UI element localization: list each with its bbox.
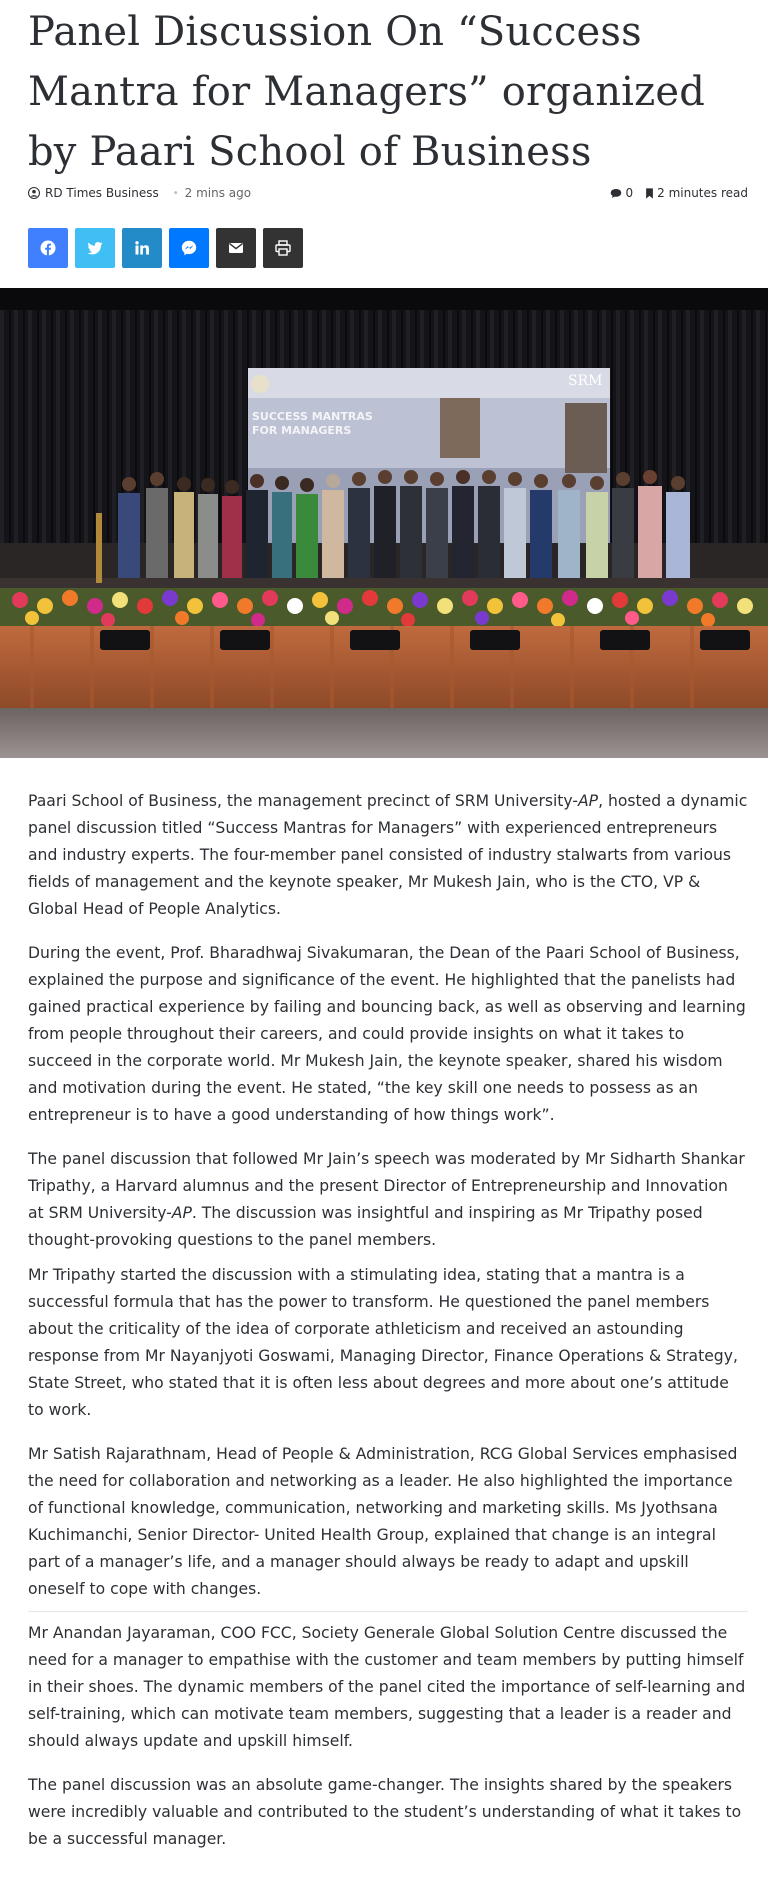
lamp-stand [96,513,102,583]
screen-logo: SRM [568,373,603,389]
article-title: Panel Discussion On “Success Mantra for Managers” organized by Paari School of Business [28,9,706,175]
paragraph-jayaraman: Mr Anandan Jayaraman, COO FCC, Society Generale Global Solution Centre discussed the need for a manager to empathise with the customer and team members by putting himself in their shoes. The dynamic members of the panel cited the importance of self-learning and self-training, which can motivate team members, suggesting that a leader is a reader and should always update and upskill himself. [28,1624,746,1750]
flower-decoration [0,588,768,628]
envelope-icon [228,240,244,256]
article-body [28,788,748,1870]
share-buttons [28,228,303,268]
paragraph-moderator: The panel discussion that followed Mr Jain’s speech was moderated by Mr Sidharth Shankar Tripathy, a Harvard alumnus and the present Director of Entrepreneurship and Innovation at SRM University-AP. The discussion was insightful and inspiring as Mr Tripathy posed thought-provoking questions to the panel members. [28,1150,745,1249]
author-name: RD Times Business [45,186,159,200]
paragraph-intro: Paari School of Business, the management precinct of SRM University-AP, hosted a dynamic panel discussion titled “Success Mantras for Managers” with experienced entrepreneurs and industry experts. The four-member panel consisted of industry stalwarts from various fields of management and the keynote speaker, Mr Mukesh Jain, who is the CTO, VP & Global Head of People Analytics. [28,792,748,918]
print-icon [275,240,291,256]
messenger-icon [181,240,197,256]
hero-image [0,288,768,758]
share-linkedin-button[interactable] [122,228,162,268]
comment-icon [610,188,622,199]
screen-title-line1: SUCCESS MANTRAS [252,410,373,423]
meta-separator: • [172,187,179,199]
author-link[interactable] [28,186,159,200]
share-twitter-button[interactable] [75,228,115,268]
paragraph-rajarathnam: Mr Satish Rajarathnam, Head of People & Administration, RCG Global Services emphasised the need for collaboration and networking as a leader. He also highlighted the importance of functional knowledge, communication, networking and marketing skills. Ms Jyothsana Kuchimanchi, Senior Director- United Health Group, explained that change is an integral part of a manager’s life, and a manager should always be ready to adapt and upskill oneself to cope with changes. [28,1445,738,1598]
screen-title-line2: FOR MANAGERS [252,424,352,437]
article-meta [28,183,748,203]
read-time: 2 minutes read [645,186,748,200]
print-button[interactable] [263,228,303,268]
facebook-icon [40,240,56,256]
share-facebook-button[interactable] [28,228,68,268]
paragraph-conclusion: The panel discussion was an absolute game-changer. The insights shared by the speakers were incredibly valuable and contributed to the student’s understanding of what it takes to be a successful manager. [28,1776,742,1848]
divider [28,1611,748,1612]
share-messenger-button[interactable] [169,228,209,268]
comments-count[interactable]: 0 [610,186,633,200]
bookmark-icon [645,188,654,199]
post-time: 2 mins ago [184,186,252,200]
paragraph-dean: During the event, Prof. Bharadhwaj Sivakumaran, the Dean of the Paari School of Business, explained the purpose and significance of the event. He highlighted that the panelists had gained practical experience by failing and bouncing back, as well as observing and learning from people throughout their careers, and could provide insights on what it takes to succeed in the corporate world. Mr Mukesh Jain, the keynote speaker, shared his wisdom and motivation during the event. He stated, “the key skill one needs to possess as an entrepreneur is to have a good understanding of how things work”. [28,944,746,1124]
event-photo [0,288,768,758]
user-icon [28,187,40,199]
twitter-icon [87,240,103,256]
paragraph-tripathy: Mr Tripathy started the discussion with a stimulating idea, stating that a mantra is a successful formula that has the power to transform. He questioned the panel members about the criticality of the idea of corporate athleticism and received an astounding response from Mr Nayanjyoti Goswami, Managing Director, Finance Operations & Strategy, State Street, who stated that it is often less about degrees and more about one’s attitude to work. [28,1266,738,1419]
linkedin-icon [134,240,150,256]
share-email-button[interactable] [216,228,256,268]
